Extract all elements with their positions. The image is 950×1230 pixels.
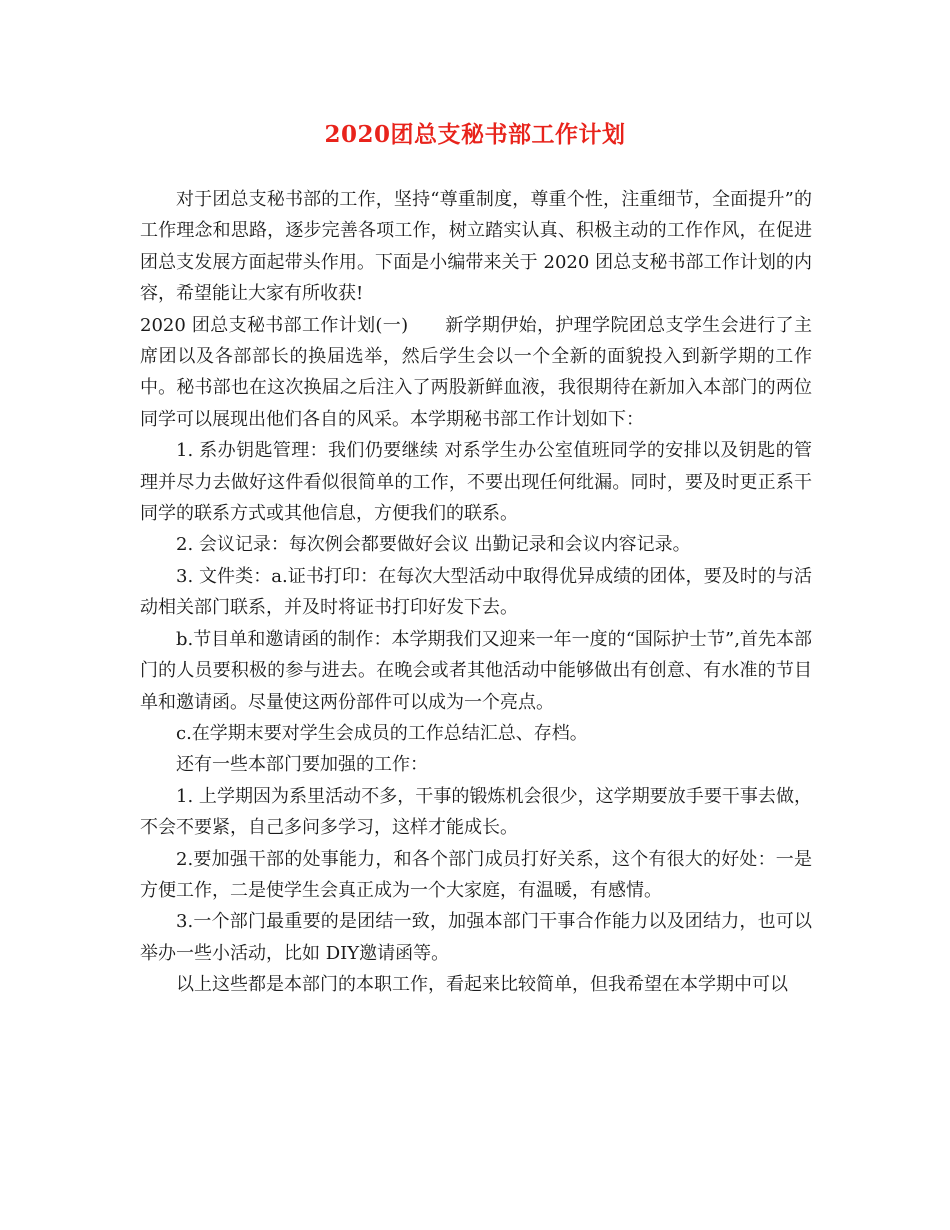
- paragraph-improvements-heading: 还有一些本部门要加强的工作：: [176, 754, 428, 776]
- document-title: 2020团总支秘书部工作计划: [324, 121, 626, 148]
- paragraph-closing: 以上这些都是本部门的本职工作，看起来比较简单，但我希望在本学期中可以: [176, 974, 788, 996]
- paragraph-improvement-1: 1. 上学期因为系里活动不多，干事的锻炼机会很少，这学期要放手要干事去做，不会不要紧，自己多问多学习，这样才能成长。: [140, 785, 812, 839]
- paragraph-documents: 3. 文件类：a.证书打印：在每次大型活动中取得优异成绩的团体，要及时的与活动相关部门联系，并及时将证书打印好发下去。: [140, 565, 812, 619]
- document-body: [140, 184, 812, 1001]
- paragraph-improvement-3: 3.一个部门最重要的是团结一致，加强本部门干事合作能力以及团结力，也可以举办一些小活动，比如 DIY邀请函等。: [140, 911, 812, 964]
- paragraph-meeting-records: 2. 会议记录：每次例会都要做好会议 出勤记录和会议内容记录。: [176, 534, 691, 556]
- paragraph-program-invitations: b.节目单和邀请函的制作：本学期我们又迎来一年一度的“国际护士节”,首先本部门的人员要积极的参与进去。在晚会或者其他活动中能够做出有创意、有水准的节目单和邀请函。尽量使这两份部件可以成为一个亮点。: [140, 628, 812, 713]
- paragraph-improvement-2: 2.要加强干部的处事能力，和各个部门成员打好关系，这个有很大的好处：一是方便工作，二是使学生会真正成为一个大家庭，有温暖，有感情。: [140, 848, 812, 901]
- paragraph-plan-heading: 2020 团总支秘书部工作计划(一) 新学期伊始，护理学院团总支学生会进行了主席团以及各部部长的换届选举，然后学生会以一个全新的面貌投入到新学期的工作中。秘书部也在这次换届之后注入了两股新鲜血液，我很期待在新加入本部门的两位同学可以展现出他们各自的风采。本学期秘书部工作计划如下：: [140, 314, 812, 430]
- paragraph-intro: 对于团总支秘书部的工作，坚持“尊重制度，尊重个性，注重细节，全面提升”的工作理念和思路，逐步完善各项工作，树立踏实认真、积极主动的工作作风，在促进团总支发展方面起带头作用。下面是小编带来关于 2020 团总支秘书部工作计划的内容，希望能让大家有所收获!: [140, 189, 812, 305]
- paragraph-archiving: c.在学期末要对学生会成员的工作总结汇总、存档。: [176, 722, 588, 744]
- paragraph-key-management: 1. 系办钥匙管理：我们仍要继续 对系学生办公室值班同学的安排以及钥匙的管理并尽力去做好这件看似很简单的工作，不要出现任何纰漏。同时，要及时更正系干同学的联系方式或其他信息，方便我们的联系。: [140, 440, 812, 525]
